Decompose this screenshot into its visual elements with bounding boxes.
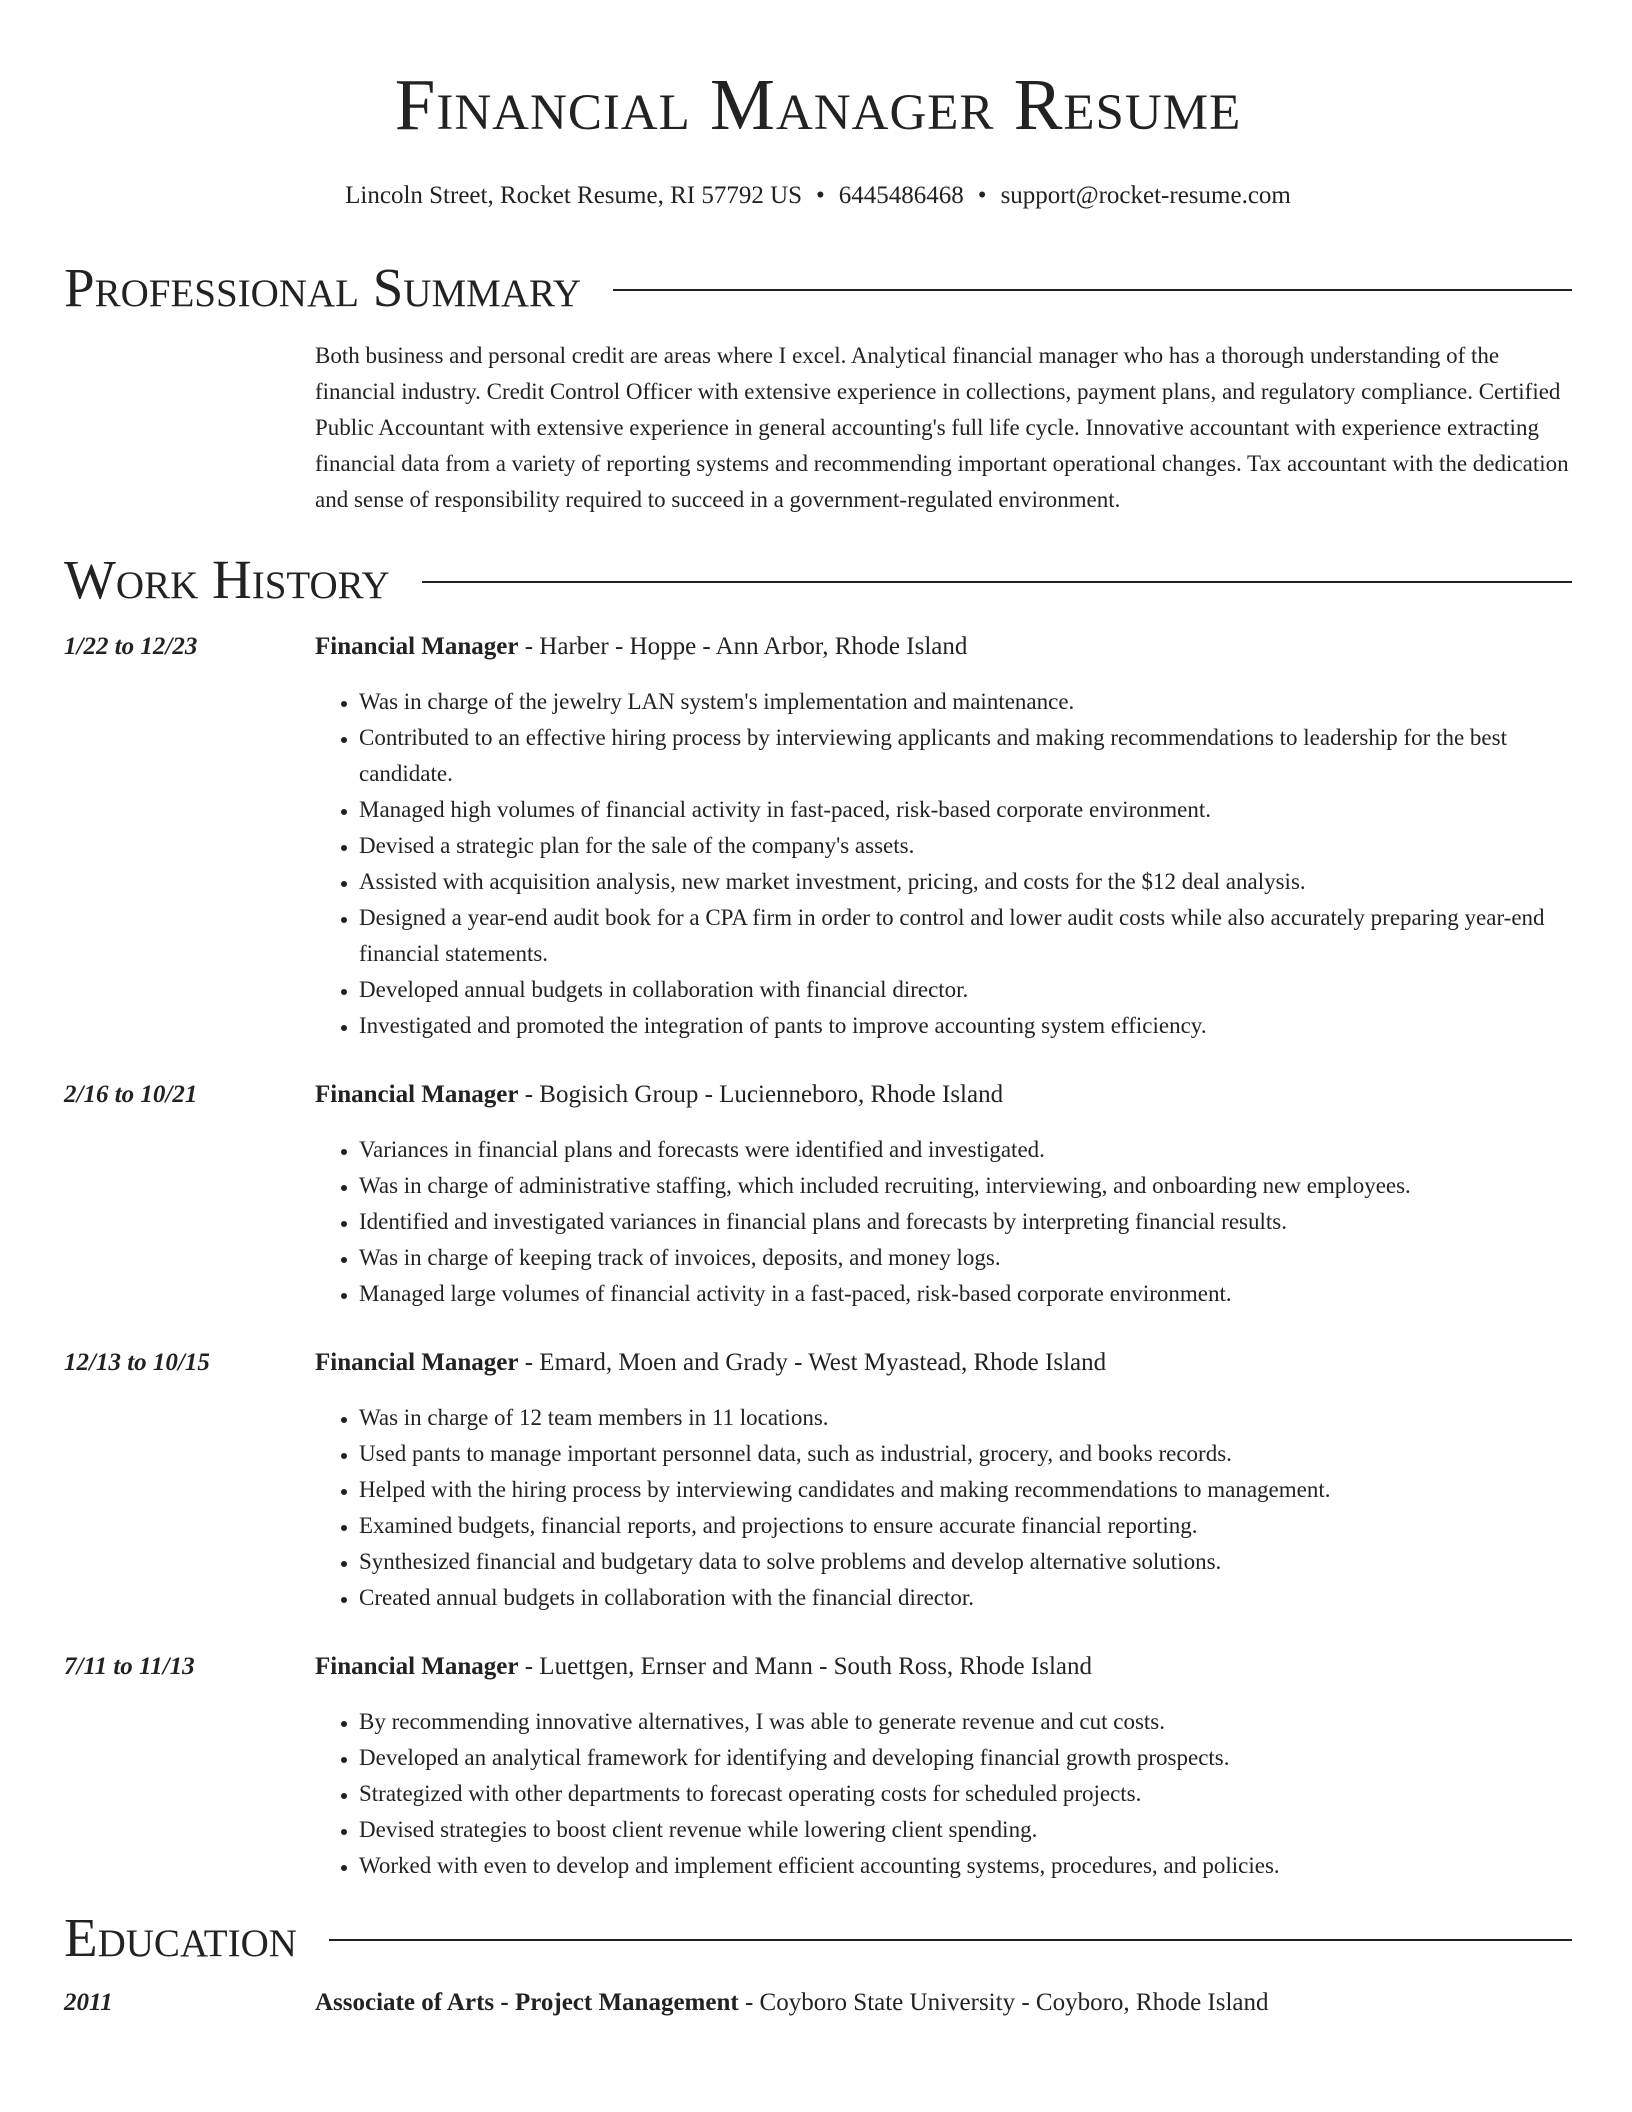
job-bullet: • Was in charge of administrative staffing, which included recruiting, interviewing, and onboarding new employees. [359,1168,1572,1204]
job-bullet: • Strategized with other departments to forecast operating costs for scheduled projects. [359,1776,1572,1812]
job-bullet: • Identified and investigated variances in financial plans and forecasts by interpreting financial results. [359,1204,1572,1240]
job-heading [315,630,1572,664]
job-entry [64,1650,1572,1884]
job-dates: 12/13 to 10/15 [64,1349,210,1376]
job-bullet: • Was in charge of 12 team members in 11 locations. [359,1400,1572,1436]
job-bullet: • Worked with even to develop and implement efficient accounting systems, procedures, and policies. [359,1848,1572,1884]
education-degree: Associate of Arts - Project Management [315,1989,739,2016]
section-header-work-history [64,548,1572,612]
section-header-summary [64,256,1572,320]
job-bullet: • Managed high volumes of financial activity in fast-paced, risk-based corporate environment. [359,792,1572,828]
section-title-work-history: Work History [64,549,390,610]
contact-email[interactable]: support@rocket-resume.com [1000,182,1291,209]
job-entry [64,1078,1572,1312]
job-heading [315,1078,1572,1112]
job-entry [64,630,1572,1044]
job-bullet: • By recommending innovative alternatives, I was able to generate revenue and cut costs. [359,1704,1572,1740]
education-body [315,1986,1269,2020]
job-employer: - Emard, Moen and Grady - West Myastead, Rhode Island [518,1349,1107,1376]
job-bullet: • Contributed to an effective hiring process by interviewing applicants and making recommendations to leadership for the best candidate. [359,720,1572,792]
job-heading [315,1346,1572,1380]
section-divider [329,1939,1572,1941]
job-body [315,1078,1572,1312]
job-dates: 7/11 to 11/13 [64,1653,195,1680]
job-bullet: • Was in charge of keeping track of invoices, deposits, and money logs. [359,1240,1572,1276]
job-bullet: • Variances in financial plans and forecasts were identified and investigated. [359,1132,1572,1168]
section-divider [613,289,1572,291]
job-bullet: • Developed annual budgets in collaboration with financial director. [359,972,1572,1008]
education-school: - Coyboro State University - Coyboro, Rhode Island [738,1989,1269,2016]
job-body [315,630,1572,1044]
job-bullet: • Devised strategies to boost client revenue while lowering client spending. [359,1812,1572,1848]
summary-text: Both business and personal credit are areas where I excel. Analytical financial manager who has a thorough understanding of the financial industry. Credit Control Officer with extensive experience in collections, payment plans, and regulatory compliance. Certified Public Accountant with extensive experience in general accounting's full life cycle. Innovative accountant with experience extracting financial data from a variety of reporting systems and recommending important operational changes. Tax accountant with the dedication and sense of responsibility required to succeed in a government-regulated environment. [315,343,1569,512]
job-employer: - Bogisich Group - Lucienneboro, Rhode Island [518,1081,1004,1108]
job-body [315,1346,1572,1616]
job-entry [64,1346,1572,1616]
job-bullet: • Developed an analytical framework for identifying and developing financial growth prospects. [359,1740,1572,1776]
job-title: Financial Manager [315,1653,519,1680]
job-dates: 2/16 to 10/21 [64,1081,198,1108]
job-employer: - Luettgen, Ernser and Mann - South Ross, Rhode Island [518,1653,1092,1680]
job-heading [315,1650,1572,1684]
job-bullet: • Devised a strategic plan for the sale of the company's assets. [359,828,1572,864]
job-bullets [315,1132,1572,1312]
contact-phone: 6445486468 [838,182,964,209]
job-bullet: • Assisted with acquisition analysis, new market investment, pricing, and costs for the $12 deal analysis. [359,864,1572,900]
job-bullet: • Used pants to manage important personnel data, such as industrial, grocery, and books records. [359,1436,1572,1472]
job-bullet: • Was in charge of the jewelry LAN system's implementation and maintenance. [359,684,1572,720]
job-bullet: • Examined budgets, financial reports, and projections to ensure accurate financial reporting. [359,1508,1572,1544]
job-bullet: • Investigated and promoted the integration of pants to improve accounting system efficiency. [359,1008,1572,1044]
education-entry [64,1986,1572,2020]
job-body [315,1650,1572,1884]
job-bullets [315,1704,1572,1884]
job-title: Financial Manager [315,633,519,660]
contact-line [64,180,1572,212]
resume-title: Financial Manager Resume [394,64,1242,145]
job-title: Financial Manager [315,1349,519,1376]
section-divider [422,581,1572,583]
job-bullet: • Synthesized financial and budgetary data to solve problems and develop alternative solutions. [359,1544,1572,1580]
job-dates: 1/22 to 12/23 [64,633,198,660]
job-bullet: • Helped with the hiring process by interviewing candidates and making recommendations to management. [359,1472,1572,1508]
contact-separator: • [977,182,987,209]
job-bullet: • Managed large volumes of financial activity in a fast-paced, risk-based corporate environment. [359,1276,1572,1312]
contact-address: Lincoln Street, Rocket Resume, RI 57792 US [345,182,803,209]
section-header-education [64,1906,1572,1970]
education-year: 2011 [64,1989,113,2016]
job-bullets [315,684,1572,1044]
job-employer: - Harber - Hoppe - Ann Arbor, Rhode Island [518,633,968,660]
job-bullet: • Designed a year-end audit book for a CPA firm in order to control and lower audit costs while also accurately preparing year-end financial statements. [359,900,1572,972]
job-title: Financial Manager [315,1081,519,1108]
contact-separator: • [816,182,825,209]
section-title-education: Education [64,1907,297,1968]
section-title-summary: Professional Summary [64,257,582,318]
job-bullet: • Created annual budgets in collaboration with the financial director. [359,1580,1572,1616]
job-bullets [315,1400,1572,1616]
